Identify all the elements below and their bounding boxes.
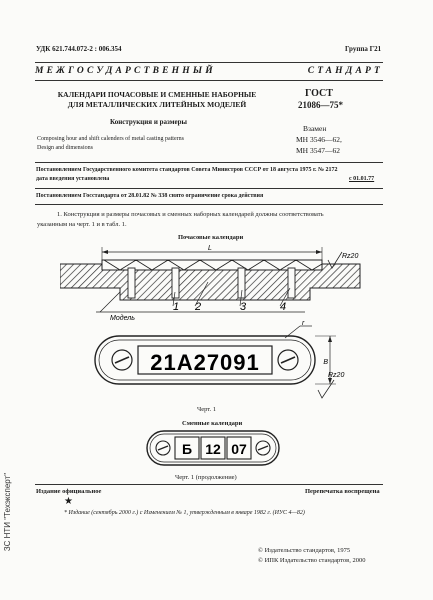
replace-item-1: МН 3546—62, <box>296 135 342 144</box>
decree-3: Постановлением Госстандарта от 28.01.82 № 338 снято ограничение срока действия <box>36 193 264 199</box>
title-ru <box>52 90 262 110</box>
official-edition-label: Издание официальное <box>36 488 102 495</box>
title-en-line-2: Design and dimensions <box>37 145 93 151</box>
side-stamp: ЗС НТИ "Техэксперт" <box>3 472 12 552</box>
edition-note: * Издание (сентябрь 2000 г.) с Изменением № 1, утвержденным в январе 1982 г. (ИУС 4—82) <box>64 510 305 516</box>
paragraph-line-2: указанным на черт. 1 и в табл. 1. <box>37 221 127 228</box>
decree-rule-2 <box>35 204 383 205</box>
replace-item-2: МН 3547—62 <box>296 146 340 155</box>
drawing2-heading: Сменные календари <box>182 420 243 427</box>
subtitle-ru: Конструкция и размеры <box>110 118 187 126</box>
callout-2: 2 <box>195 301 202 313</box>
callout-3: 3 <box>240 301 247 313</box>
standard-type-heading: МЕЖГОСУДАРСТВЕННЫЙ СТАНДАРТ <box>35 66 383 76</box>
figure-1-continued-caption: Черт. 1 (продолжение) <box>175 474 237 481</box>
callout-4: 4 <box>280 301 287 313</box>
shift-calendar-plate-drawing <box>145 428 285 470</box>
bolt-4 <box>288 268 295 298</box>
callout-1: 1 <box>173 301 180 313</box>
hour-calendar-section-drawing <box>60 242 370 320</box>
height-label: B <box>323 359 328 366</box>
roughness-mark-side <box>318 380 334 398</box>
title-rule <box>35 162 383 163</box>
decree-date: с 01.01.77 <box>349 176 375 182</box>
shift-cell-2-text: 12 <box>205 441 221 457</box>
udk-code: УДК 621.744.072-2 : 006.354 <box>36 45 122 53</box>
bolt-1 <box>128 268 135 298</box>
shift-cell-3-text: 07 <box>231 441 247 457</box>
paragraph-line-1: 1. Конструкция и размеры почасовых и сменных наборных календарей должны соответствовать <box>57 211 324 218</box>
roughness-top-label: Rz20 <box>342 253 359 260</box>
copyright-2: © ИПК Издательство стандартов, 2000 <box>258 557 366 564</box>
hour-calendar-plate-drawing <box>90 320 380 400</box>
model-label: Модель <box>110 315 135 320</box>
star-mark: ★ <box>64 496 73 507</box>
top-rule <box>35 62 383 63</box>
copyright-1: © Издательство стандартов, 1975 <box>258 547 351 554</box>
gost-number: 21086—75* <box>298 100 343 110</box>
title-ru-line-2: ДЛЯ МЕТАЛЛИЧЕСКИХ ЛИТЕЙНЫХ МОДЕЛЕЙ <box>67 100 247 109</box>
drawing1-heading: Почасовые календари <box>178 234 244 241</box>
decree-rule <box>35 188 383 189</box>
heading-rule <box>35 80 383 81</box>
dimension-label-L: L <box>208 245 212 252</box>
bolt-2 <box>172 268 179 298</box>
title-en-line-1: Composing hour and shift calenders of metal casting patterns <box>37 136 184 142</box>
shift-cell-1-text: Б <box>181 441 193 457</box>
decree-2: дата введения установлена <box>36 176 110 182</box>
gost-label: ГОСТ <box>305 88 333 99</box>
title-ru-line-1: КАЛЕНДАРИ ПОЧАСОВЫЕ И СМЕННЫЕ НАБОРНЫЕ <box>57 90 257 99</box>
plate-digits: 21A27091 <box>150 350 260 375</box>
roughness-side-label: Rz20 <box>328 372 345 379</box>
reprint-forbidden-label: Перепечатка воспрещена <box>305 488 380 495</box>
group-code: Группа Г21 <box>345 45 382 53</box>
radius-label: r <box>302 320 305 327</box>
figure-1-caption: Черт. 1 <box>197 406 217 413</box>
replace-label: Взамен <box>303 124 327 133</box>
title-en <box>37 135 184 153</box>
footer-rule <box>35 484 383 485</box>
decree-1: Постановлением Государственного комитета стандартов Совета Министров СССР от 18 августа 1975 г. № 2172 <box>36 167 338 173</box>
